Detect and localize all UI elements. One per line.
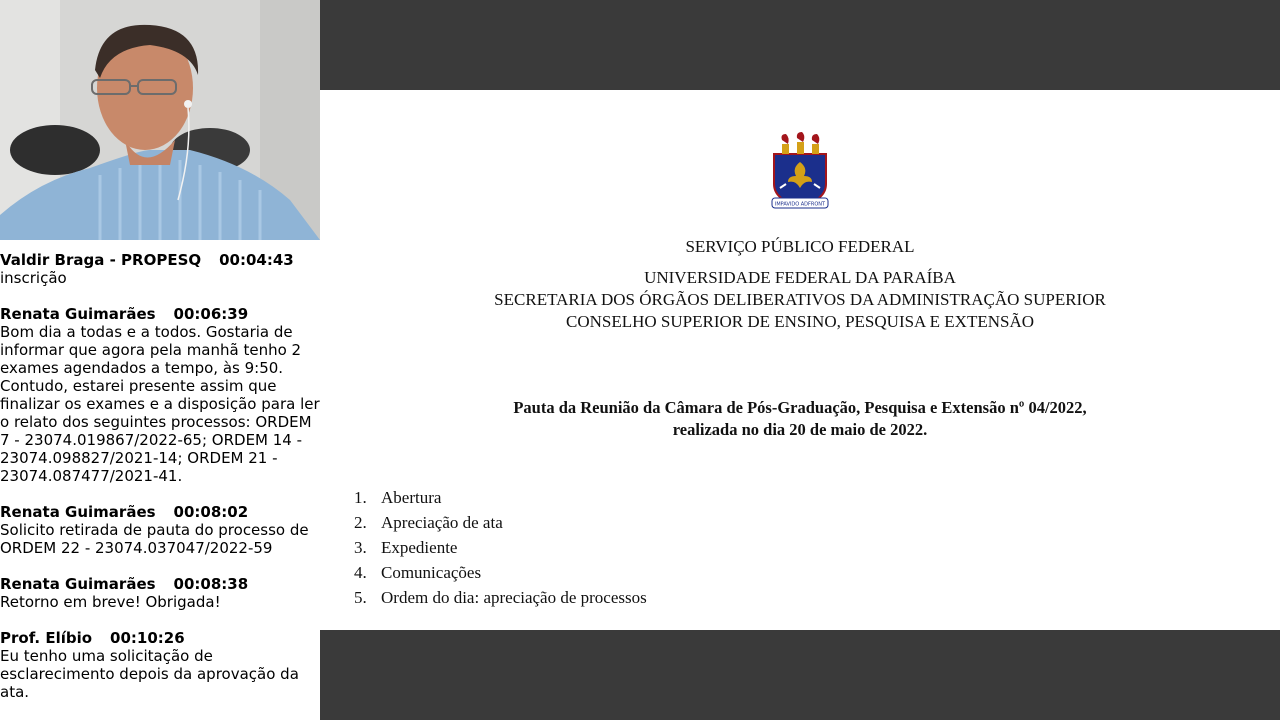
agenda-list — [354, 485, 647, 610]
chat-author: Valdir Braga - PROPESQ — [0, 251, 202, 269]
chat-message-header — [0, 629, 320, 647]
agenda-item-number: 5. — [354, 588, 367, 607]
chat-author: Renata Guimarães — [0, 305, 156, 323]
left-panel — [0, 0, 320, 720]
shared-screen-frame — [320, 0, 1280, 720]
secretariat-name: SECRETARIA DOS ÓRGÃOS DELIBERATIVOS DA ADMINISTRAÇÃO SUPERIOR — [494, 290, 1106, 309]
institution-heading — [320, 267, 1280, 333]
shared-slide — [320, 90, 1280, 630]
chat-message-header — [0, 305, 320, 323]
crest-motto: IMPAVIDO ADFRONT — [774, 201, 826, 208]
agenda-title-line-1: Pauta da Reunião da Câmara de Pós-Graduação, Pesquisa e Extensão nº 04/2022, — [513, 398, 1087, 417]
chat-message — [0, 575, 320, 611]
agenda-title-line-2: realizada no dia 20 de maio de 2022. — [672, 420, 928, 439]
chat-log — [0, 251, 320, 719]
service-heading: SERVIÇO PÚBLICO FEDERAL — [685, 237, 915, 256]
chat-message-header — [0, 503, 320, 521]
chat-message — [0, 629, 320, 701]
agenda-item-label: Apreciação de ata — [381, 513, 503, 532]
agenda-item-label: Comunicações — [381, 563, 482, 582]
agenda-title — [320, 397, 1280, 441]
chat-message — [0, 305, 320, 485]
chat-message — [0, 251, 320, 287]
agenda-item — [354, 535, 647, 560]
agenda-item-number: 2. — [354, 513, 367, 532]
chat-message-header — [0, 251, 320, 269]
agenda-item — [354, 510, 647, 535]
chat-author: Renata Guimarães — [0, 575, 156, 593]
webcam-video — [0, 0, 320, 240]
chat-message — [0, 503, 320, 557]
agenda-item-number: 1. — [354, 488, 367, 507]
chat-author: Renata Guimarães — [0, 503, 156, 521]
agenda-item-number: 4. — [354, 563, 367, 582]
chat-timestamp: 00:08:38 — [173, 575, 249, 593]
chat-timestamp: 00:10:26 — [110, 629, 185, 647]
agenda-item-label: Ordem do dia: apreciação de processos — [381, 588, 647, 607]
university-crest-icon — [768, 132, 832, 210]
chat-message-text: Eu tenho uma solicitação de esclarecimento depois da aprovação da ata. — [0, 647, 299, 701]
agenda-item — [354, 485, 647, 510]
participant-video-image — [0, 0, 320, 240]
chat-timestamp: 00:08:02 — [173, 503, 249, 521]
university-name: UNIVERSIDADE FEDERAL DA PARAÍBA — [644, 268, 956, 287]
agenda-item-label: Expediente — [381, 538, 458, 557]
chat-message-text: Bom dia a todas e a todos. Gostaria de informar que agora pela manhã tenho 2 exames agendados a tempo, às 9:50. Contudo, estarei presente assim que finalizar os exames e a disposição para ler o relato dos seguintes processos: ORDEM 7 - 23074.019867/2022-65; ORDEM 14 - 23074.098827/2021-14; ORDEM 21 - 23074.087477/2021-41. — [0, 323, 320, 485]
chat-author: Prof. Elíbio — [0, 629, 93, 647]
council-name: CONSELHO SUPERIOR DE ENSINO, PESQUISA E EXTENSÃO — [566, 312, 1034, 331]
chat-message-header — [0, 575, 320, 593]
chat-timestamp: 00:06:39 — [173, 305, 249, 323]
agenda-item — [354, 560, 647, 585]
chat-timestamp: 00:04:43 — [219, 251, 294, 269]
agenda-item-number: 3. — [354, 538, 367, 557]
chat-message-text: Solicito retirada de pauta do processo de ORDEM 22 - 23074.037047/2022-59 — [0, 521, 309, 557]
agenda-item-label: Abertura — [381, 488, 442, 507]
chat-message-text: inscrição — [0, 269, 67, 287]
agenda-item — [354, 585, 647, 610]
chat-message-text: Retorno em breve! Obrigada! — [0, 593, 221, 611]
